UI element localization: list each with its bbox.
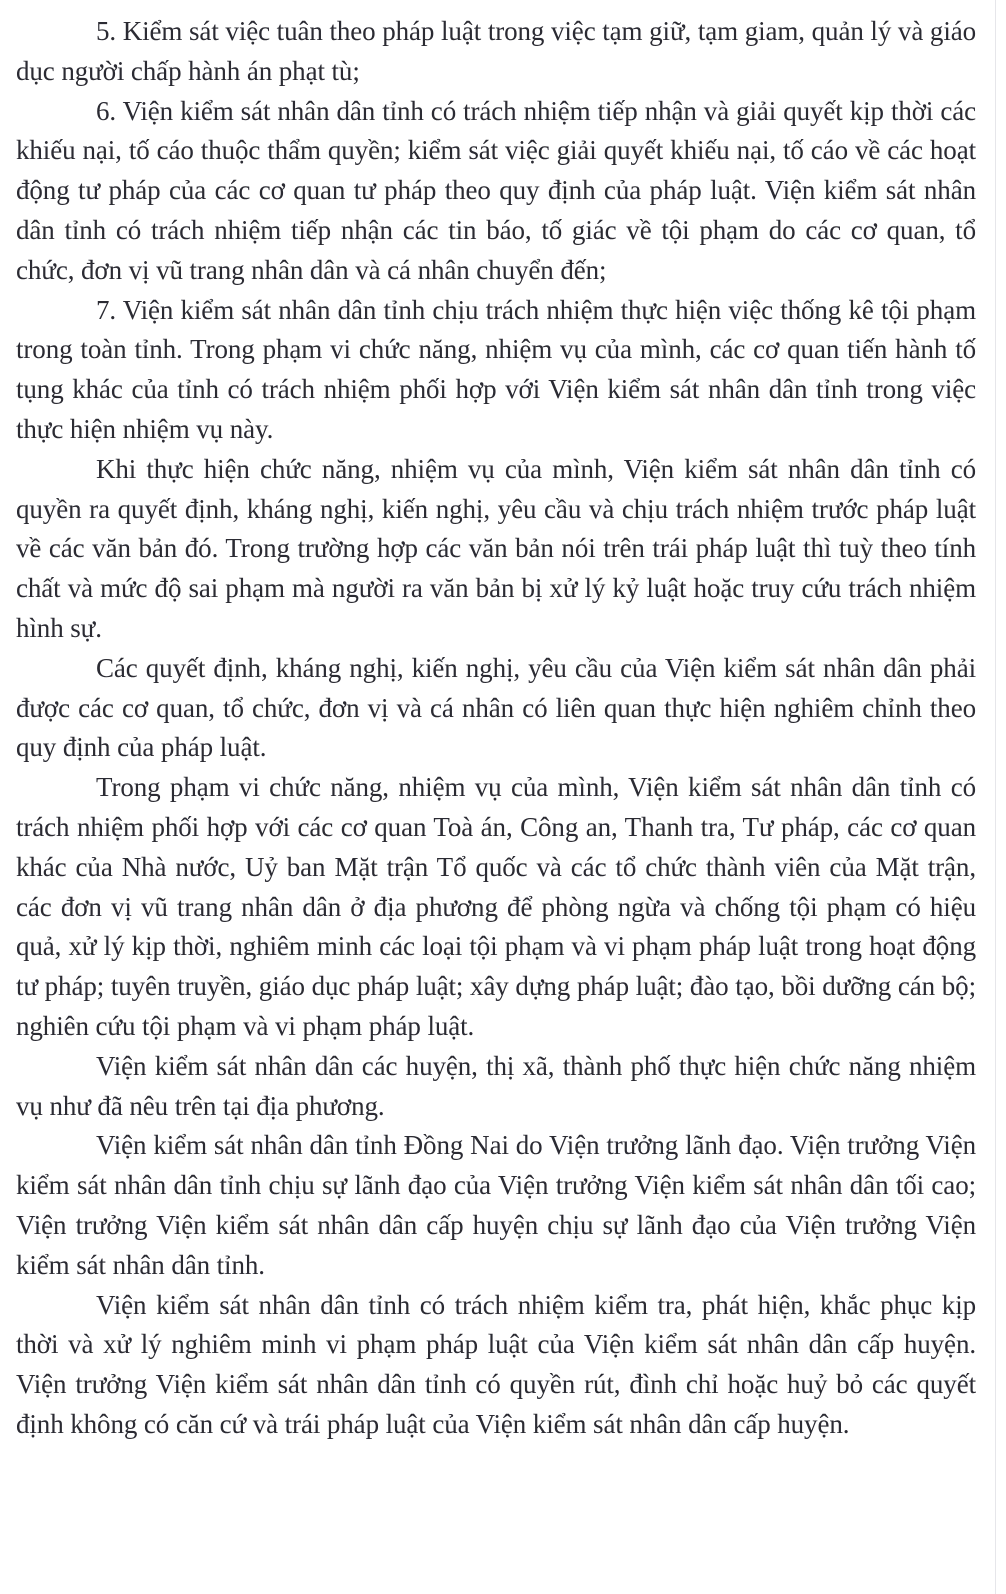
paragraph-authority-decisions: Khi thực hiện chức năng, nhiệm vụ của mình, Viện kiểm sát nhân dân tỉnh có quyền ra quyết định, kháng nghị, kiến nghị, yêu cầu và chịu trách nhiệm trước pháp luật về các văn bản đó. Trong trường hợp các văn bản nói trên trái pháp luật thì tuỳ theo tính chất và mức độ sai phạm mà người ra văn bản bị xử lý kỷ luật hoặc truy cứu trách nhiệm hình sự. [16, 453, 976, 643]
paragraph-supervision: Viện kiểm sát nhân dân tỉnh có trách nhiệm kiểm tra, phát hiện, khắc phục kịp thời và xử lý nghiêm minh vi phạm pháp luật của Viện kiểm sát nhân dân cấp huyện. Viện trưởng Viện kiểm sát nhân dân tỉnh có quyền rút, đình chỉ hoặc huỷ bỏ các quyết định không có căn cứ và trái pháp luật của Viện kiểm sát nhân dân cấp huyện. [16, 1289, 976, 1439]
paragraph-item-5: 5. Kiểm sát việc tuân theo pháp luật trong việc tạm giữ, tạm giam, quản lý và giáo dục người chấp hành án phạt tù; [16, 16, 976, 86]
paragraph-decisions-compliance: Các quyết định, kháng nghị, kiến nghị, yêu cầu của Viện kiểm sát nhân dân phải được các cơ quan, tổ chức, đơn vị và cá nhân có liên quan thực hiện nghiêm chỉnh theo quy định của pháp luật. [16, 652, 976, 763]
document-page [16, 12, 976, 1445]
paragraph-district-procuracies: Viện kiểm sát nhân dân các huyện, thị xã, thành phố thực hiện chức năng nhiệm vụ như đã nêu trên tại địa phương. [16, 1050, 976, 1121]
paragraph-coordination: Trong phạm vi chức năng, nhiệm vụ của mình, Viện kiểm sát nhân dân tỉnh có trách nhiệm phối hợp với các cơ quan Toà án, Công an, Thanh tra, Tư pháp, các cơ quan khác của Nhà nước, Uỷ ban Mặt trận Tổ quốc và các tổ chức thành viên của Mặt trận, các đơn vị vũ trang nhân dân ở địa phương để phòng ngừa và chống tội phạm có hiệu quả, xử lý kịp thời, nghiêm minh các loại tội phạm và vi phạm pháp luật trong hoạt động tư pháp; tuyên truyền, giáo dục pháp luật; xây dựng pháp luật; đào tạo, bồi dưỡng cán bộ; nghiên cứu tội phạm và vi phạm pháp luật. [16, 772, 976, 1041]
paragraph-leadership: Viện kiểm sát nhân dân tỉnh Đồng Nai do Viện trưởng lãnh đạo. Viện trưởng Viện kiểm sát nhân dân tỉnh chịu sự lãnh đạo của Viện trưởng Viện kiểm sát nhân dân tối cao; Viện trưởng Viện kiểm sát nhân dân cấp huyện chịu sự lãnh đạo của Viện trưởng Viện kiểm sát nhân dân tỉnh. [16, 1130, 976, 1280]
paragraph-item-7: 7. Viện kiểm sát nhân dân tỉnh chịu trách nhiệm thực hiện việc thống kê tội phạm trong toàn tỉnh. Trong phạm vi chức năng, nhiệm vụ của mình, các cơ quan tiến hành tố tụng khác của tỉnh có trách nhiệm phối hợp với Viện kiểm sát nhân dân tỉnh trong việc thực hiện nhiệm vụ này. [16, 294, 976, 444]
scan-edge-line [995, 0, 996, 1594]
paragraph-item-6: 6. Viện kiểm sát nhân dân tỉnh có trách nhiệm tiếp nhận và giải quyết kịp thời các khiếu nại, tố cáo thuộc thẩm quyền; kiểm sát việc giải quyết khiếu nại, tố cáo về các hoạt động tư pháp của các cơ quan tư pháp theo quy định của pháp luật. Viện kiểm sát nhân dân tỉnh có trách nhiệm tiếp nhận các tin báo, tố giác về tội phạm do các cơ quan, tổ chức, đơn vị vũ trang nhân dân và cá nhân chuyển đến; [16, 95, 976, 285]
